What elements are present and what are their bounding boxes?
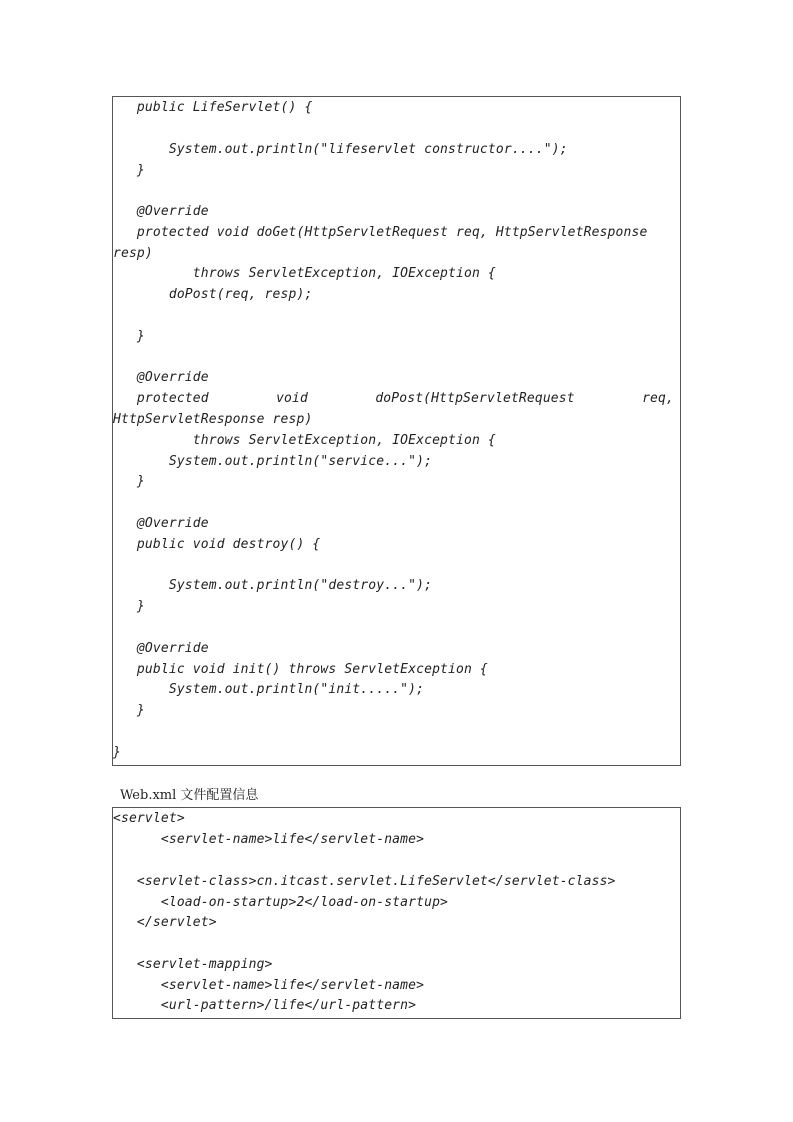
code-token: protected <box>113 391 209 406</box>
code-line: @Override <box>113 641 209 656</box>
code-token: req, <box>642 391 674 406</box>
section-caption: Web.xml 文件配置信息 <box>120 788 259 803</box>
code-line: System.out.println("lifeservlet constructor...."); <box>113 142 568 157</box>
code-line: <servlet-name>life</servlet-name> <box>113 978 425 993</box>
code-line: } <box>113 599 145 614</box>
code-line: <servlet-name>life</servlet-name> <box>113 832 425 847</box>
code-line: } <box>113 745 121 760</box>
code-line: HttpServletResponse resp) <box>113 412 313 427</box>
code-line: } <box>113 329 145 344</box>
code-line: <servlet-mapping> <box>113 957 273 972</box>
code-line: @Override <box>113 370 209 385</box>
xml-code-block <box>112 807 681 1019</box>
code-line: public LifeServlet() { <box>113 100 313 115</box>
code-line: throws ServletException, IOException { <box>113 266 496 281</box>
java-code-block <box>112 96 681 766</box>
code-line: <url-pattern>/life</url-pattern> <box>113 998 417 1013</box>
code-line: } <box>113 703 145 718</box>
code-token: doPost(HttpServletRequest <box>375 391 575 406</box>
code-line: System.out.println("service..."); <box>113 454 433 469</box>
code-line: resp) <box>113 246 153 261</box>
code-line: protected void doGet(HttpServletRequest req, HttpServletResponse <box>113 225 648 240</box>
code-line: } <box>113 163 145 178</box>
code-line: @Override <box>113 204 209 219</box>
code-line: <load-on-startup>2</load-on-startup> <box>113 895 449 910</box>
code-line: <servlet> <box>113 811 185 826</box>
code-line: doPost(req, resp); <box>113 287 313 302</box>
code-line: </servlet> <box>113 915 217 930</box>
code-line: System.out.println("destroy..."); <box>113 578 433 593</box>
code-line: public void init() throws ServletException { <box>113 662 488 677</box>
code-line-justified <box>113 391 680 407</box>
code-line: } <box>113 474 145 489</box>
code-line: public void destroy() { <box>113 537 321 552</box>
code-line: throws ServletException, IOException { <box>113 433 496 448</box>
code-line: @Override <box>113 516 209 531</box>
code-line: <servlet-class>cn.itcast.servlet.LifeServlet</servlet-class> <box>113 874 616 889</box>
code-line: System.out.println("init....."); <box>113 682 425 697</box>
code-token: void <box>276 391 308 406</box>
